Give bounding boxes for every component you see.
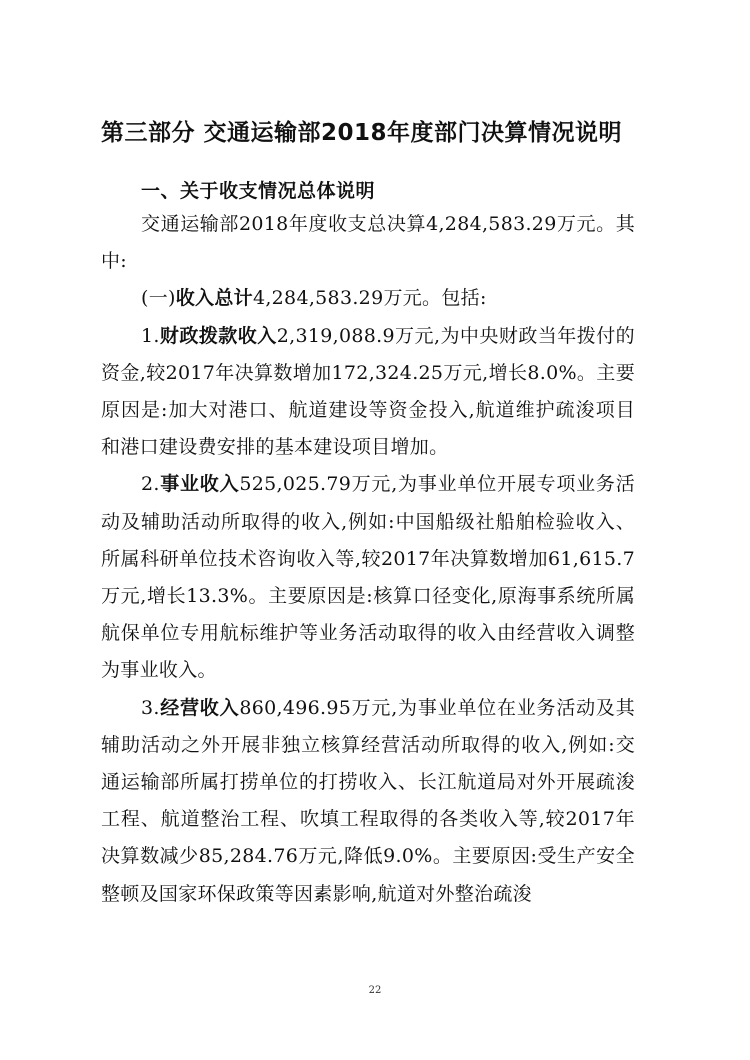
- paragraph-text: 交通运输部2018年度收支总决算4,284,583.29万元。其中:: [101, 213, 635, 273]
- paragraph-prefix: 1.: [141, 324, 160, 347]
- paragraph-lead: 事业收入: [159, 473, 240, 496]
- paragraph-total: [101, 206, 635, 280]
- paragraph-lead: 收入总计: [175, 287, 253, 310]
- paragraph-operating-income: [101, 690, 635, 913]
- section-heading: 一、关于收支情况总体说明: [141, 180, 376, 202]
- paragraph-lead: 财政拨款收入: [159, 324, 277, 347]
- page-title: 第三部分 交通运输部2018年度部门决算情况说明: [101, 120, 623, 146]
- paragraph-income-total: [101, 280, 635, 317]
- paragraph-text: 4,284,583.29万元。包括:: [252, 287, 487, 310]
- paragraph-prefix: 2.: [141, 473, 160, 496]
- paragraph-prefix: 3.: [141, 696, 160, 719]
- page-number: 22: [368, 985, 382, 996]
- paragraph-text: 860,496.95万元,为事业单位在业务活动及其辅助活动之外开展非独立核算经营活动所取得的收入,例如:交通运输部所属打捞单位的打捞收入、长江航道局对外开展疏浚工程、航道整治工程、吹填工程取得的各类收入等,较2017年决算数减少85,284.76万元,降低9.0%。主要原因:受生产安全整顿及国家环保政策等因素影响,航道对外整治疏浚: [101, 696, 636, 905]
- paragraph-text: 525,025.79万元,为事业单位开展专项业务活动及辅助活动所取得的收入,例如:中国船级社船舶检验收入、所属科研单位技术咨询收入等,较2017年决算数增加61,615.7万元,增长13.3%。主要原因是:核算口径变化,原海事系统所属航保单位专用航标维护等业务活动取得的收入由经营收入调整为事业收入。: [101, 473, 636, 682]
- body-text: [101, 206, 635, 913]
- paragraph-fiscal-income: [101, 318, 635, 467]
- paragraph-prefix: (一): [141, 287, 176, 310]
- paragraph-text: 2,319,088.9万元,为中央财政当年拨付的资金,较2017年决算数增加172,324.25万元,增长8.0%。主要原因是:加大对港口、航道建设等资金投入,航道维护疏浚项目和港口建设费安排的基本建设项目增加。: [101, 324, 635, 459]
- paragraph-business-income: [101, 466, 635, 689]
- paragraph-lead: 经营收入: [159, 696, 240, 719]
